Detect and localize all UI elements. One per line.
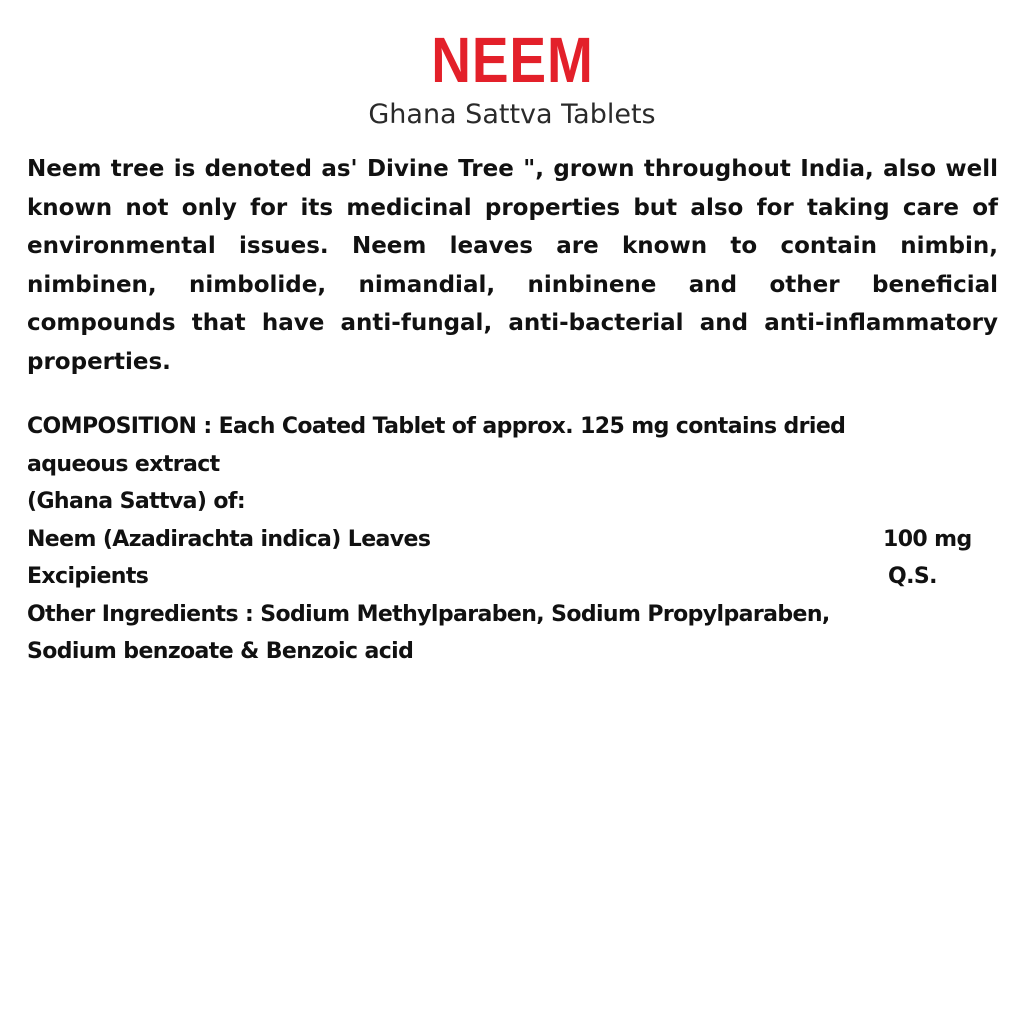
composition-intro-line: (Ghana Sattva) of: <box>27 489 246 514</box>
composition-section <box>27 408 1007 671</box>
product-title: NEEM <box>430 24 594 96</box>
composition-intro-line: aqueous extract <box>27 451 220 477</box>
product-header <box>0 24 1024 130</box>
ingredient-quantity: 100 mg <box>883 526 972 552</box>
ingredient-name: Excipients <box>27 564 149 589</box>
product-description: Neem tree is denoted as' Divine Tree ", grown throughout India, also well known not only for its medicinal properties but also for taking care of environmental issues. Neem leaves are known to contain nimbin, nimbinen, nimbolide, nimandial, ninbinene and other beneficial compounds that have anti-fungal, anti-bacterial and anti-inflammatory properties. <box>27 156 998 375</box>
other-ingredients-line: Sodium benzoate & Benzoic acid <box>27 639 414 664</box>
other-ingredients-line: Other Ingredients : Sodium Methylparaben, Sodium Propylparaben, <box>27 601 830 627</box>
ingredient-row <box>27 521 1007 559</box>
ingredient-name: Neem (Azadirachta indica) Leaves <box>27 526 431 552</box>
ingredient-quantity: Q.S. <box>888 564 937 589</box>
product-subtitle: Ghana Sattva Tablets <box>368 99 656 130</box>
ingredient-row <box>27 558 1007 596</box>
composition-intro-line: COMPOSITION : Each Coated Tablet of approx. 125 mg contains dried <box>27 414 846 439</box>
